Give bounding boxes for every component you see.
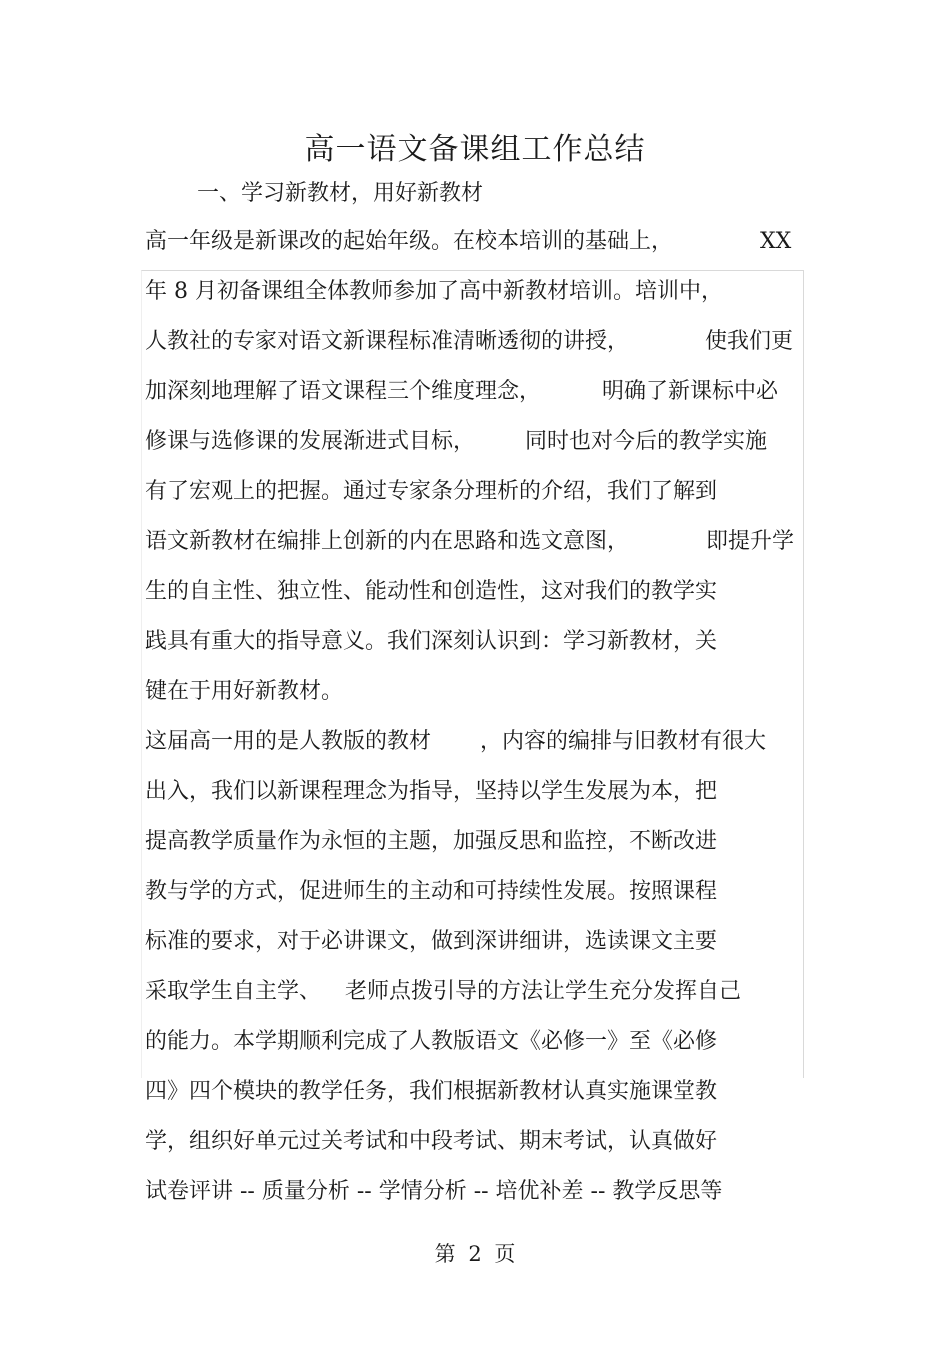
paragraph-line xyxy=(145,226,805,258)
line-text-right: XX xyxy=(760,229,792,254)
paragraph-line xyxy=(145,426,805,458)
line-text-right: 老师点拨引导的方法让学生充分发挥自己 xyxy=(345,979,742,1004)
line-text-right: 明确了新课标中必 xyxy=(602,379,779,404)
line-text: 标准的要求，对于必讲课文，做到深讲细讲，选读课文主要 xyxy=(145,929,718,954)
paragraph-line xyxy=(145,1076,805,1108)
paragraph-line xyxy=(145,976,805,1008)
paragraph-line xyxy=(145,626,805,658)
paragraph-line xyxy=(145,526,805,558)
line-text: 这届高一用的是人教版的教材 xyxy=(145,729,432,754)
line-text: 提高教学质量作为永恒的主题，加强反思和监控，不断改进 xyxy=(145,829,718,854)
line-text: 有了宏观上的把握。通过专家条分理析的介绍，我们了解到 xyxy=(145,479,718,504)
paragraph-line xyxy=(145,476,805,508)
line-text: 年 8 月初备课组全体教师参加了高中新教材培训。培训中， xyxy=(145,279,723,304)
line-text: 键在于用好新教材。 xyxy=(145,679,344,704)
line-text: 采取学生自主学、 xyxy=(145,979,322,1004)
paragraph-line xyxy=(145,926,805,958)
page-number: 第 2 页 xyxy=(434,1242,516,1266)
paragraph-line xyxy=(145,776,805,808)
paragraph-line xyxy=(145,1026,805,1058)
paragraph-line xyxy=(145,276,805,308)
line-text-right: 使我们更 xyxy=(705,329,794,354)
paragraph-line xyxy=(145,1126,805,1158)
paragraph-line xyxy=(145,326,805,358)
paragraph-line xyxy=(145,1176,805,1208)
line-text: 出入，我们以新课程理念为指导，坚持以学生发展为本，把 xyxy=(145,779,718,804)
line-text: 人教社的专家对语文新课程标准清晰透彻的讲授， xyxy=(145,329,630,354)
paragraph-line xyxy=(145,376,805,408)
line-text: 语文新教材在编排上创新的内在思路和选文意图， xyxy=(145,529,630,554)
line-text: 试卷评讲 -- 质量分析 -- 学情分析 -- 培优补差 -- 教学反思等 xyxy=(145,1179,723,1204)
paragraph-line xyxy=(145,576,805,608)
section-heading: 一、学习新教材，用好新教材 xyxy=(197,181,484,206)
paragraph-line xyxy=(145,726,805,758)
line-text: 学，组织好单元过关考试和中段考试、期末考试，认真做好 xyxy=(145,1129,718,1154)
line-text: 加深刻地理解了语文课程三个维度理念， xyxy=(145,379,542,404)
line-text-right: ，内容的编排与旧教材有很大 xyxy=(480,729,767,754)
line-text: 修课与选修课的发展渐进式目标， xyxy=(145,429,476,454)
paragraph-line xyxy=(145,826,805,858)
line-text: 践具有重大的指导意义。我们深刻认识到：学习新教材，关 xyxy=(145,629,718,654)
line-text: 生的自主性、独立性、能动性和创造性，这对我们的教学实 xyxy=(145,579,718,604)
line-text: 教与学的方式，促进师生的主动和可持续性发展。按照课程 xyxy=(145,879,718,904)
line-text: 的能力。本学期顺利完成了人教版语文《必修一》至《必修 xyxy=(145,1029,718,1054)
line-text: 高一年级是新课改的起始年级。在校本培训的基础上， xyxy=(145,229,674,254)
line-text-right: 同时也对今后的教学实施 xyxy=(525,429,768,454)
line-text: 四》四个模块的教学任务，我们根据新教材认真实施课堂教 xyxy=(145,1079,718,1104)
document-title: 高一语文备课组工作总结 xyxy=(304,132,646,167)
line-text-right: 即提升学 xyxy=(706,529,795,554)
paragraph-line xyxy=(145,676,805,708)
paragraph-line xyxy=(145,876,805,908)
